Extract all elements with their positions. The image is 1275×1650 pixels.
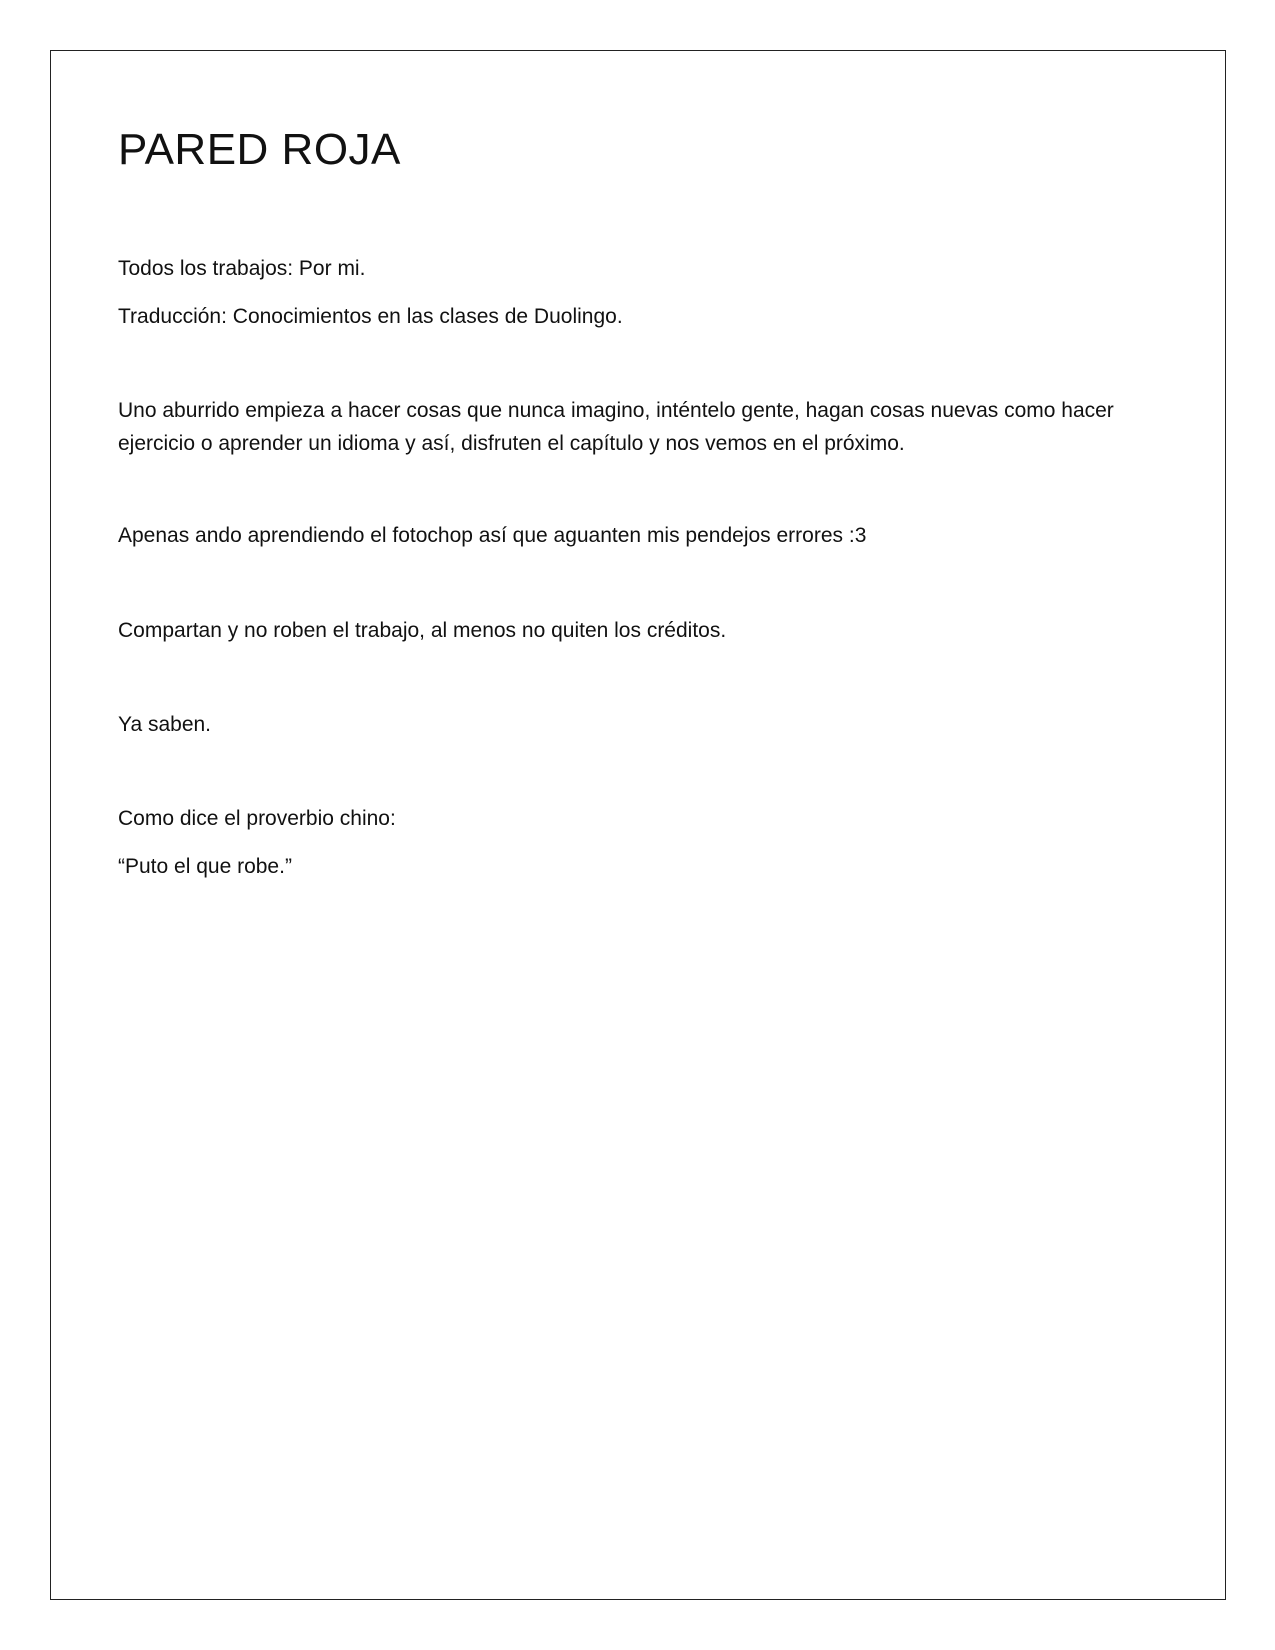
sharing-note: Compartan y no roben el trabajo, al menos no quiten los créditos. xyxy=(118,619,727,642)
photoshop-note: Apenas ando aprendiendo el fotochop así que aguanten mis pendejos errores :3 xyxy=(118,524,867,547)
intro-paragraph: Uno aburrido empieza a hacer cosas que nunca imagino, inténtelo gente, hagan cosas nuevas como hacer ejercicio o aprender un idioma y así, disfruten el capítulo y nos vemos en el próximo. xyxy=(118,399,1114,455)
document-title: PARED ROJA xyxy=(118,125,401,174)
translation-line: Traducción: Conocimientos en las clases de Duolingo. xyxy=(118,305,623,328)
credits-line: Todos los trabajos: Por mi. xyxy=(118,257,366,280)
closing-line: Ya saben. xyxy=(118,713,212,736)
proverb-quote: “Puto el que robe.” xyxy=(118,855,292,878)
proverb-intro: Como dice el proverbio chino: xyxy=(118,807,396,830)
